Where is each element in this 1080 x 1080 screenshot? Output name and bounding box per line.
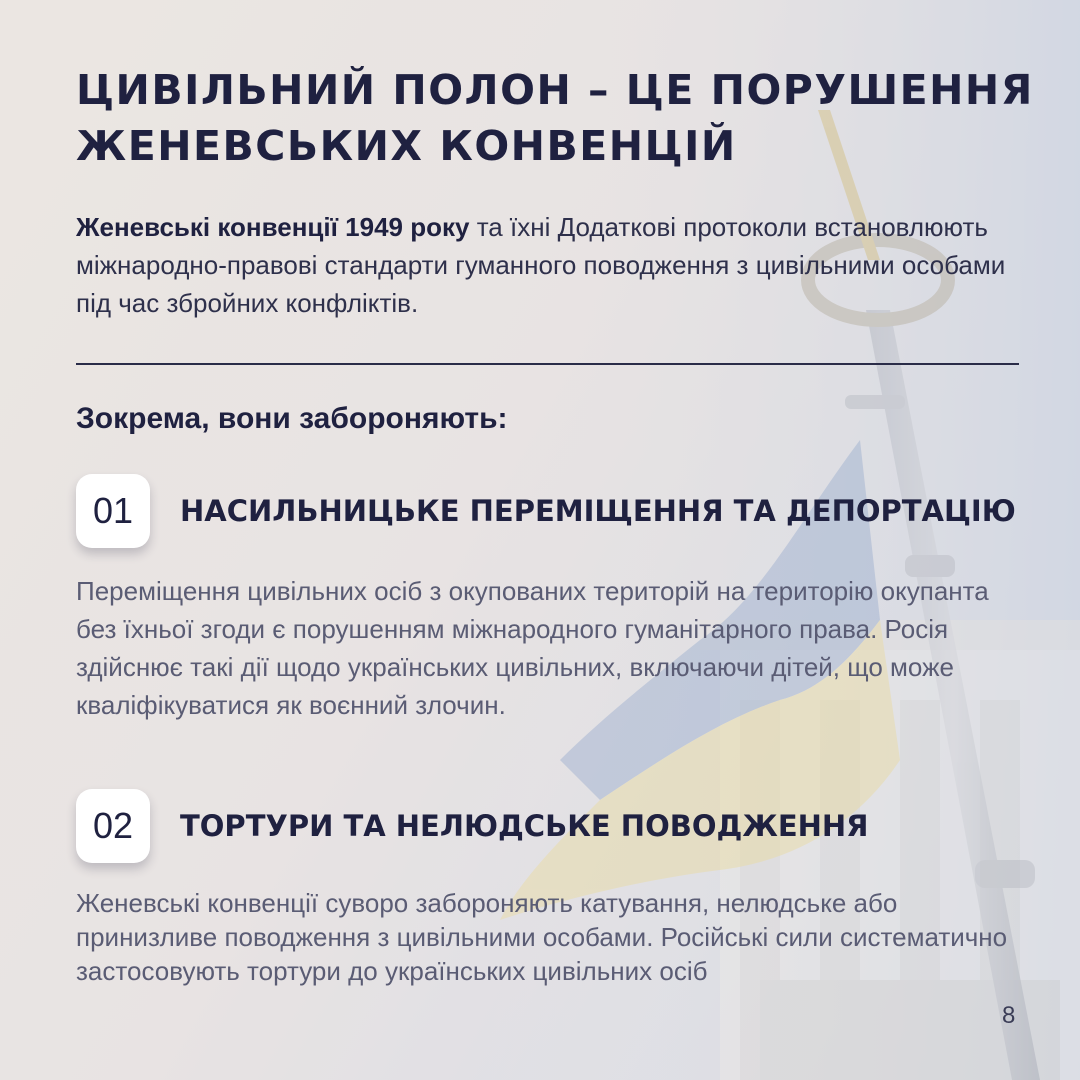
page-number: 8 xyxy=(1002,1002,1016,1029)
intro-text: та їхні Додаткові протоколи встановлюють міжнародно-правові стандарти гуманного поводження з цивільними особами під час збройних конфліктів. xyxy=(76,212,1006,318)
item-number-badge: 01 xyxy=(76,474,150,548)
divider xyxy=(76,363,1019,365)
title-line-2: ЖЕНЕВСЬКИХ КОНВЕНЦІЙ xyxy=(76,122,737,170)
page-title xyxy=(76,62,1036,174)
item-description: Женевські конвенції суворо забороняють катування, нелюдське або принизливе поводження з цивільними особами. Російські сили систематично застосовують тортури до українських цивільних осіб xyxy=(76,888,1008,986)
title-line-1: ЦИВІЛЬНИЙ ПОЛОН – ЦЕ ПОРУШЕННЯ xyxy=(76,66,1034,114)
item-title: ТОРТУРИ ТА НЕЛЮДСЬКЕ ПОВОДЖЕННЯ xyxy=(180,809,869,843)
item-description: Переміщення цивільних осіб з окупованих територій на територію окупанта без їхньої згоди є порушенням міжнародного гуманітарного права. Росія здійснює такі дії щодо українських цивільних, включаючи дітей, що може кваліфікуватися як воєнний злочин. xyxy=(76,576,989,720)
item-title: НАСИЛЬНИЦЬКЕ ПЕРЕМІЩЕННЯ ТА ДЕПОРТАЦІЮ xyxy=(180,494,1016,528)
intro-bold: Женевські конвенції 1949 року xyxy=(76,212,470,242)
subheading: Зокрема, вони забороняють: xyxy=(76,402,508,435)
intro-paragraph xyxy=(76,208,1036,322)
item-number-badge: 02 xyxy=(76,789,150,863)
